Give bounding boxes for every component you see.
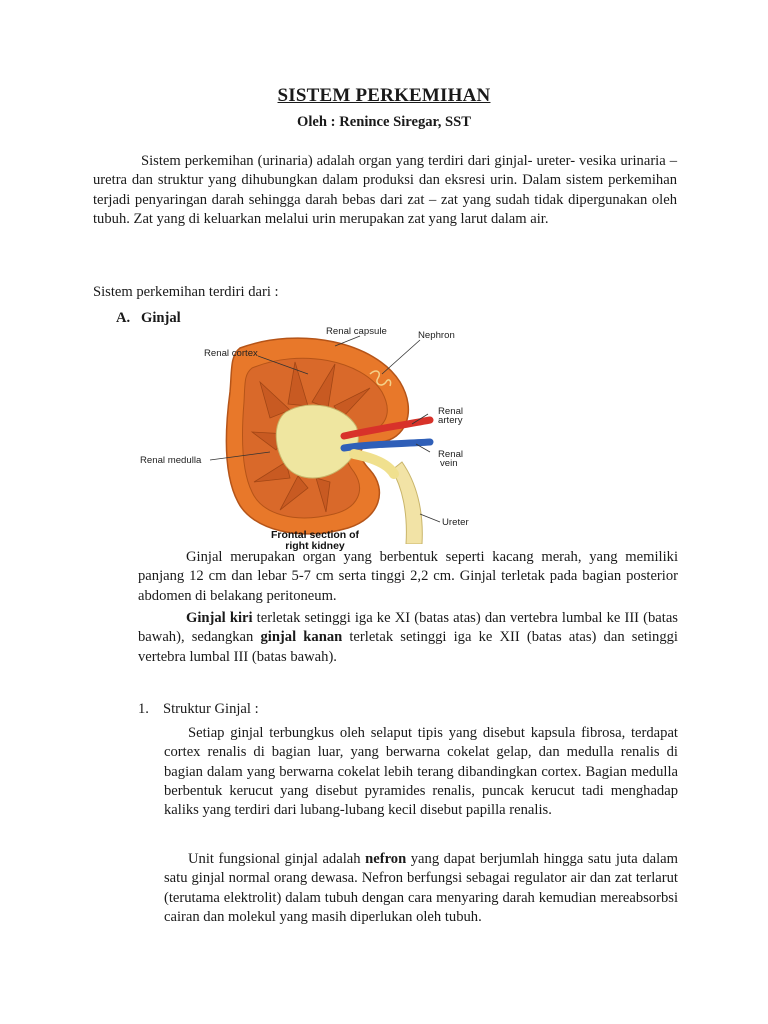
figure-caption-line-2: right kidney: [285, 540, 345, 552]
nefron-text-1: Unit fungsional ginjal adalah: [188, 851, 366, 867]
struktur-paragraph: Setiap ginjal terbungkus oleh selaput tipis yang disebut kapsula fibrosa, terdapat cortex renalis di bagian luar, yang berwarna cokelat gelap, dan medulla renalis di bagian dalam yang berwarna cokelat lebih terang dibandingkan cortex. Bagian medulla berbentuk kerucut yang disebut pyramides renalis, puncak kerucut tadi menghadap kaliks yang terdiri dari lubang-lubang kecil disebut papilla renalis.: [164, 725, 678, 819]
ginjal-kanan-text: terletak setinggi iga ke XII (batas atas) dan setinggi vertebra lumbal III (batas bawah).: [138, 629, 678, 665]
item-1-number: 1.: [138, 701, 149, 717]
label-renal-vein-1: Renal: [438, 449, 464, 460]
label-renal-artery-1: Renal: [438, 406, 464, 417]
nefron-term: nefron: [365, 851, 407, 867]
label-ureter: Ureter: [442, 517, 469, 528]
kidney-illustration: [130, 322, 480, 544]
section-a-label: A.: [116, 310, 131, 326]
label-renal-artery-2: artery: [438, 415, 463, 426]
nefron-paragraph: [164, 850, 678, 927]
section-a-title: Ginjal: [141, 310, 181, 326]
label-renal-cortex: Renal cortex: [204, 348, 258, 359]
label-nephron: Nephron: [418, 330, 455, 341]
ginjal-kanan-term: ginjal kanan: [260, 629, 343, 646]
ginjal-kiri-term: Ginjal kiri: [186, 610, 253, 626]
label-renal-capsule: Renal capsule: [326, 326, 387, 337]
kidney-figure: [130, 322, 480, 552]
label-renal-vein-2: vein: [440, 458, 458, 469]
ginjal-kiri-text: terletak setinggi iga ke XI (batas atas) dan vertebra lumbal ke III (batas bawah), sedangkan: [138, 610, 678, 646]
item-1-heading: [138, 700, 259, 719]
document-author: Oleh : Renince Siregar, SST: [297, 114, 471, 130]
item-1-title: Struktur Ginjal :: [163, 701, 259, 717]
nefron-text-2: yang dapat berjumlah hingga satu juta dalam satu ginjal normal orang dewasa. Nefron berfungsi sebagai regulator air dan zat terlarut (terutama elektrolit) dalam tubuh dengan cara menyaring darah kemudian mereabsorbsi cairan dan molekul yang masih diperlukan oleh tubuh.: [164, 851, 679, 925]
list-intro: Sistem perkemihan terdiri dari :: [93, 284, 279, 300]
intro-paragraph: Sistem perkemihan (urinaria) adalah organ yang terdiri dari ginjal- ureter- vesika urinaria – uretra dan struktur yang dihubungkan dalam produksi dan eksresi urin. Dalam sistem perkemihan terjadi penyaringan darah sehingga darah bebas dari zat – zat yang sudah tidak dipergunakan oleh tubuh. Zat yang di keluarkan melalui urin merupakan zat yang larut dalam air.: [93, 153, 677, 227]
document-title: SISTEM PERKEMIHAN: [277, 85, 491, 106]
ginjal-paragraph: Ginjal merupakan organ yang berbentuk seperti kacang merah, yang memiliki panjang 12 cm dan lebar 5-7 cm serta tinggi 2,2 cm. Ginjal terletak pada bagian posterior abdomen di belakang peritoneum.: [138, 549, 678, 604]
label-renal-medulla: Renal medulla: [140, 455, 202, 466]
ginjal-position-paragraph: [138, 609, 678, 667]
figure-caption-line-1: Frontal section of: [270, 529, 360, 541]
